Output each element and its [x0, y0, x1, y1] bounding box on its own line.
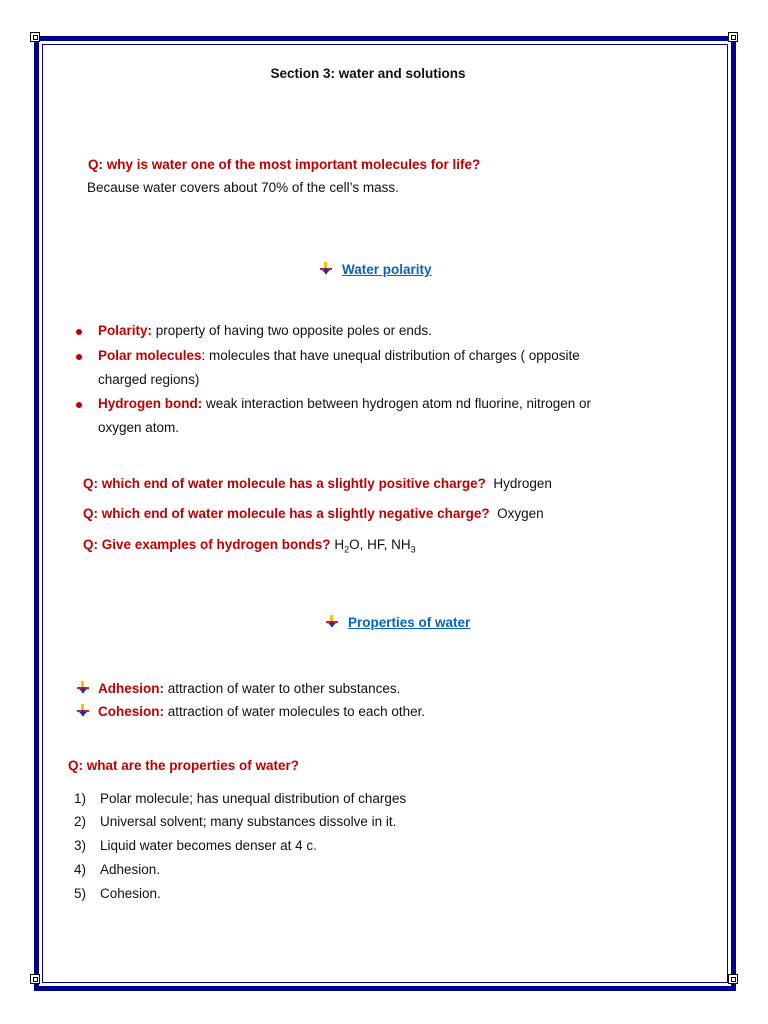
frame-corner-icon — [728, 32, 738, 42]
list-item: 4) Adhesion. — [74, 862, 161, 877]
answer-text: Oxygen — [497, 506, 544, 521]
definition-item — [98, 323, 432, 338]
term-item — [98, 704, 425, 719]
qa-item — [83, 476, 552, 491]
definition-text: : molecules that have unequal distribution of charges ( opposite — [201, 348, 580, 363]
term-item — [98, 681, 400, 696]
definition-term: Hydrogen bond: — [98, 396, 203, 411]
qa-item — [83, 506, 544, 521]
definition-item — [98, 396, 591, 411]
list-item: 5) Cohesion. — [74, 886, 161, 901]
definition-term: Polarity: — [98, 323, 153, 338]
list-item: 2) Universal solvent; many substances dissolve in it. — [74, 814, 397, 829]
question-text: Q: Give examples of hydrogen bonds? — [83, 537, 331, 552]
term-text: attraction of water molecules to each other. — [164, 704, 426, 719]
definition-item — [98, 348, 580, 363]
arrow-bullet-icon — [76, 680, 90, 694]
definition-text: property of having two opposite poles or ends. — [152, 323, 432, 338]
section-link-properties-of-water[interactable]: Properties of water — [348, 615, 471, 630]
question-text: Q: what are the properties of water? — [68, 758, 300, 773]
list-item: 1) Polar molecule; has unequal distribution of charges — [74, 791, 407, 806]
term-label: Cohesion: — [98, 704, 164, 719]
answer-text: Hydrogen — [493, 476, 552, 491]
definition-term: Polar molecules — [98, 348, 202, 363]
bullet-dot-icon — [76, 354, 82, 360]
frame-corner-icon — [728, 974, 738, 984]
question-text: Q: which end of water molecule has a slightly positive charge? — [83, 476, 486, 491]
definition-continuation: oxygen atom. — [98, 420, 180, 435]
bullet-dot-icon — [76, 329, 82, 335]
section-link-water-polarity[interactable]: Water polarity — [342, 262, 432, 277]
answer-text: $H_2O$, HF, $NH_3$ — [334, 537, 416, 555]
frame-corner-icon — [30, 32, 40, 42]
question-text: Q: why is water one of the most important molecules for life? — [88, 157, 481, 172]
frame-corner-icon — [30, 974, 40, 984]
answer-text: Because water covers about 70% of the cell’s mass. — [87, 180, 399, 195]
arrow-bullet-icon — [319, 261, 333, 275]
question-text: Q: which end of water molecule has a slightly negative charge? — [83, 506, 490, 521]
definition-continuation: charged regions) — [98, 372, 200, 387]
qa-item — [83, 537, 416, 555]
arrow-bullet-icon — [325, 614, 339, 628]
bullet-dot-icon — [76, 402, 82, 408]
term-label: Adhesion: — [98, 681, 164, 696]
page-title: Section 3: water and solutions — [270, 66, 466, 81]
list-item: 3) Liquid water becomes denser at 4 c. — [74, 838, 317, 853]
term-text: attraction of water to other substances. — [164, 681, 401, 696]
arrow-bullet-icon — [76, 703, 90, 717]
definition-text: weak interaction between hydrogen atom nd fluorine, nitrogen or — [202, 396, 591, 411]
